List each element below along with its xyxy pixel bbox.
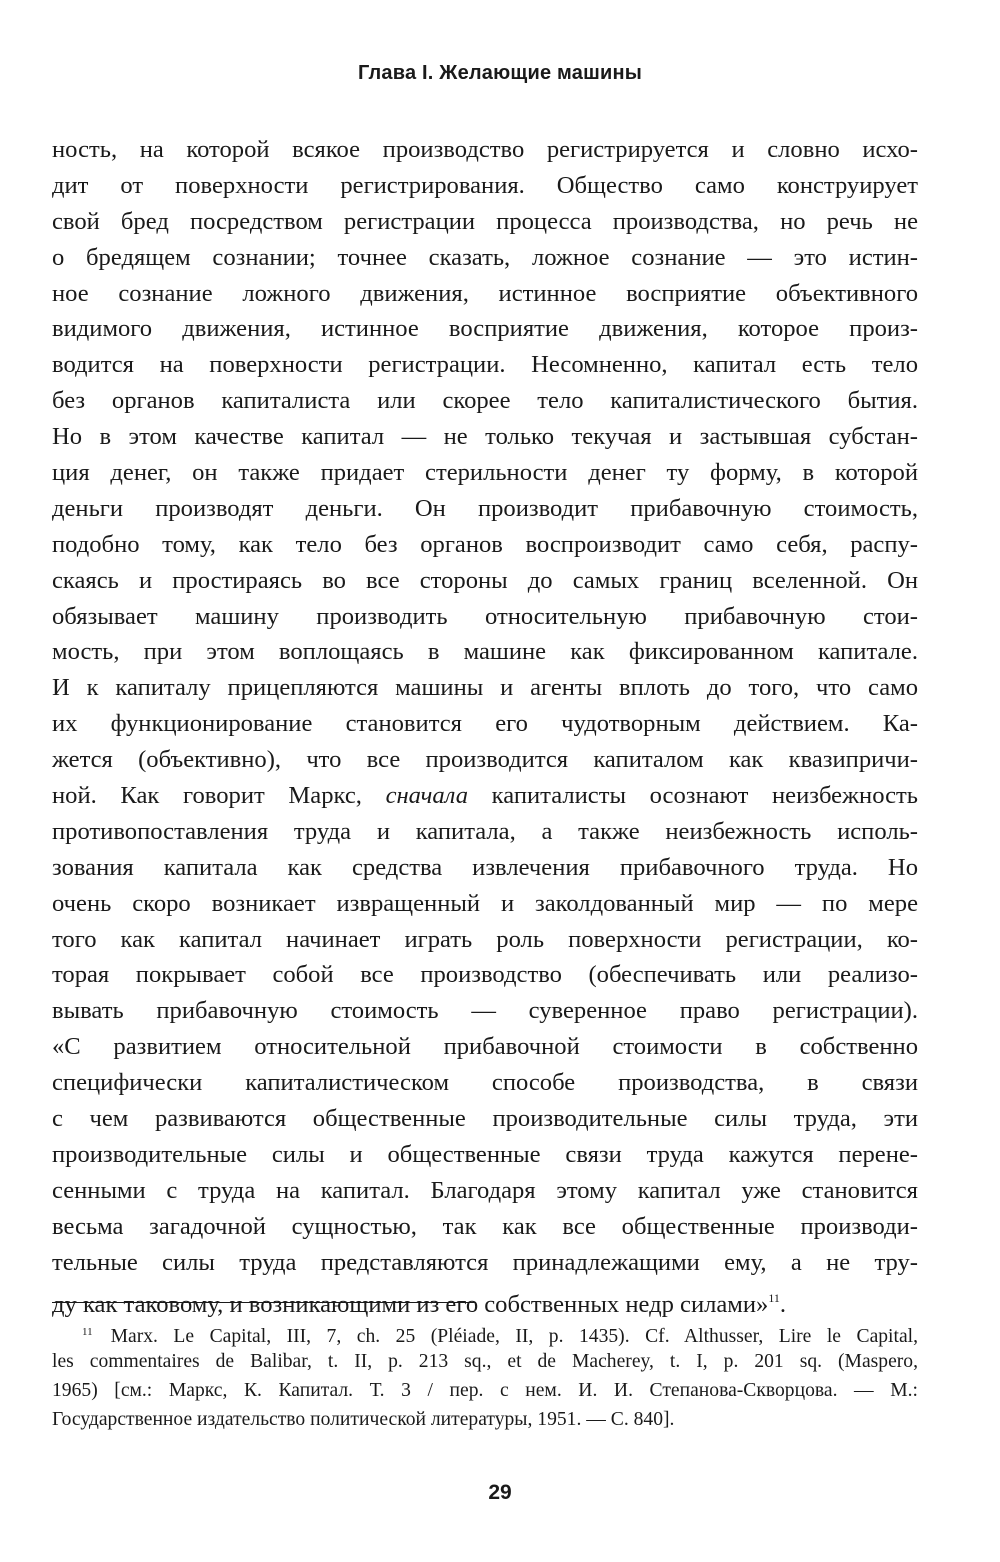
text-line: обязывает машину производить относительную прибавочную стои- (52, 602, 918, 630)
text-line: производительные силы и общественные связи труда кажутся перене- (52, 1140, 918, 1168)
text-segment: ду как таковому, и возникающими из его собственных недр силами» (52, 1290, 769, 1318)
footnote-line: Государственное издательство политической литературы, 1951. — С. 840]. (52, 1409, 675, 1430)
text-line: скаясь и простираясь во все стороны до самых границ вселенной. Он (52, 566, 918, 594)
footnote-marker: 11 (82, 1326, 93, 1338)
text-line: зования капитала как средства извлечения прибавочного труда. Но (52, 853, 918, 881)
text-line: дит от поверхности регистрирования. Общество само конструирует (52, 171, 918, 199)
text-line: тельные силы труда представляются принадлежащими ему, а не тру- (52, 1248, 918, 1276)
footnote-divider (52, 1302, 476, 1303)
text-line: подобно тому, как тело без органов воспроизводит само себя, распу- (52, 530, 918, 558)
text-line: специфически капиталистическом способе производства, в связи (52, 1069, 918, 1097)
text-line: с чем развиваются общественные производительные силы труда, эти (52, 1105, 918, 1133)
text-line: торая покрывает собой все производство (обеспечивать или реализо- (52, 961, 918, 989)
footnote-text: Marx. Le Capital, III, 7, ch. 25 (Pléiade, II, p. 1435). Cf. Althusser, Lire le Capital, (110, 1326, 918, 1347)
text-segment: капиталисты осознают неизбежность (468, 782, 919, 810)
text-line-last (52, 1281, 918, 1317)
text-line: без органов капиталиста или скорее тело капиталистического бытия. (52, 387, 918, 415)
text-segment: . (779, 1290, 787, 1318)
text-line: ность, на которой всякое производство регистрируется и словно исхо- (52, 136, 918, 163)
footnote-line: 1965) [см.: Маркс, К. Капитал. Т. 3 / пер. с нем. И. И. Степанова-Скворцова. — М.: (52, 1380, 918, 1401)
page-number: 29 (488, 1481, 512, 1504)
text-line: И к капиталу прицепляются машины и агенты вплоть до того, что само (52, 674, 918, 702)
text-line: мость, при этом воплощаясь в машине как фиксированном капитале. (52, 638, 918, 666)
text-line: очень скоро возникает извращенный и заколдованный мир — по мере (52, 889, 918, 917)
text-line: видимого движения, истинное восприятие движения, которое произ- (52, 315, 918, 343)
text-line: ция денег, он также придает стерильности денег ту форму, в которой (52, 459, 918, 487)
text-line: весьма загадочной сущностью, так как все общественные производи- (52, 1212, 918, 1240)
text-line: их функционирование становится его чудотворным действием. Ка- (52, 710, 918, 738)
text-segment: ной. Как говорит Маркс, (52, 782, 386, 810)
text-line: «С развитием относительной прибавочной стоимости в собственно (52, 1033, 918, 1061)
text-line: жется (объективно), что все производится капиталом как квазипричи- (52, 746, 918, 774)
text-line: сенными с труда на капитал. Благодаря этому капитал уже становится (52, 1176, 918, 1204)
text-line: того как капитал начинает играть роль поверхности регистрации, ко- (52, 925, 918, 953)
text-line: ное сознание ложного движения, истинное восприятие объективного (52, 279, 918, 307)
running-head-title: Глава I. Желающие машины (357, 62, 643, 84)
text-line-with-emphasis (52, 778, 918, 814)
main-text-block (52, 132, 918, 1316)
text-line: деньги производят деньги. Он производит прибавочную стоимость, (52, 494, 918, 522)
text-line: противопоставления труда и капитала, а также неизбежность исполь- (52, 817, 918, 845)
footnote-reference[interactable]: 11 (768, 1290, 780, 1305)
text-line: о бредящем сознании; точнее сказать, ложное сознание — это истин- (52, 243, 918, 271)
footnote-line (52, 1318, 918, 1347)
emphasis-word: сначала (385, 782, 469, 810)
text-line: вывать прибавочную стоимость — суверенное право регистрации). (52, 997, 918, 1025)
footnote-line: les commentaires de Balibar, t. II, p. 213 sq., et de Macherey, t. I, p. 201 sq. (Maspero, (52, 1351, 918, 1372)
text-line: водится на поверхности регистрации. Несомненно, капитал есть тело (52, 351, 918, 379)
footnote-block (52, 1318, 918, 1434)
text-line: свой бред посредством регистрации процесса производства, но речь не (52, 207, 918, 235)
text-line: Но в этом качестве капитал — не только текучая и застывшая субстан- (52, 423, 918, 451)
